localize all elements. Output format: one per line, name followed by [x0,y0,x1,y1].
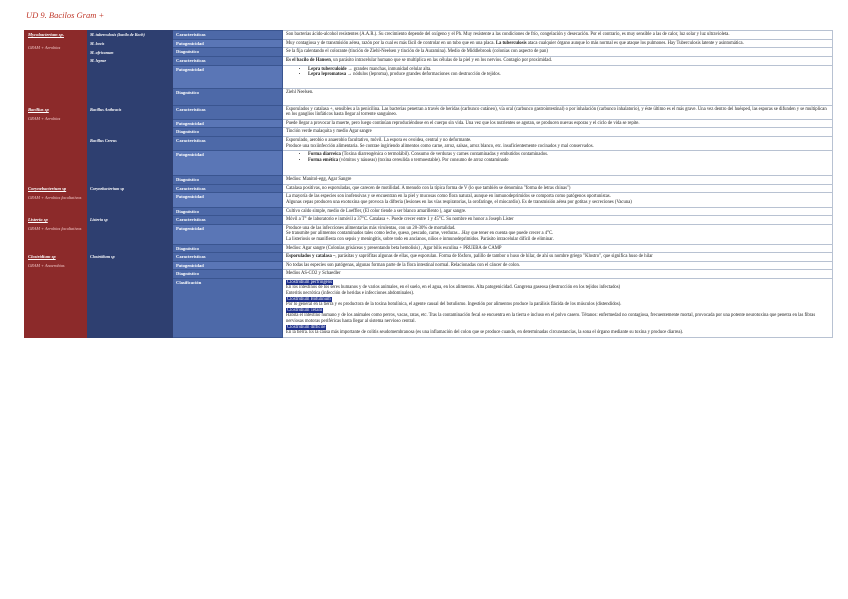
text-fragment: Esporulados y catalasa – [286,254,336,260]
description-cell [283,278,833,337]
row-label: Características [173,253,283,262]
genus-name: Bacillus sp [28,106,49,112]
genus-cell-bacillus [25,105,87,184]
species-tag: Clostridium perfringens [287,279,332,285]
row-label: Patogenicidad [173,119,283,128]
text-line: La mayoría de las especies son inofensivas y se encuentran en la piel y mucosas como flora natural, aunque en inmunodeprimidos se comporta como patógenos oportunistas. [286,194,611,200]
list-item [308,158,829,164]
text-fragment: Forma emética [308,157,339,163]
description-cell: Medios: Manitol-egg, Agar Sangre [283,176,833,185]
text-fragment: Lepra lepromatosa [308,72,347,78]
row-label: Diagnóstico [173,207,283,216]
table-row [25,216,833,225]
species-name: Bacillus Anthracis [90,106,122,112]
species-name: Corynebacterium sp [90,185,125,191]
description-cell [283,224,833,244]
description-cell [283,136,833,150]
text-line: En los intestinos de los seres humanos y de varios animales, en el suelo, en el agua, en los alimentos. Alta patogenicidad. Gangrena gaseosa (destrucción en los tejidos infectados) [286,285,621,291]
description-cell: Cultivo caldo simple, medio de Loeffler, (El color tiende a ser blanco amarillento ), agar sangre. [283,207,833,216]
description-cell [283,193,833,207]
genus-name: Listeria sp [28,217,48,223]
row-label: Características [173,136,283,150]
page-header: UD 9. Bacilos Gram + [26,10,105,20]
text-fragment: (Toxina diarreogénica o termolábil). Consumo de verduras y carnes contaminadas y embutidos contaminados. [340,152,549,158]
row-label: Diagnóstico [173,128,283,137]
description-cell: Catalasa positivas, no esporuladas, que carecen de motilidad. A menudo con la típica forma de V (lo que también se denomina "forma de letras chinas") [283,184,833,193]
description-cell: Son bacterias ácido-alcohol resistentes (A.A.R.). Su crecimiento depende del oxígeno y el Ph. Muy resistente a las condiciones de frío, congelación y desecación. Por el contrario, es muy sensible a las de calor, luz solar y luz ultravioleta. [283,31,833,40]
species-tag: Clostridium difficile [287,324,326,330]
description-cell [283,151,833,176]
text-fragment: , parásitas y saprófitas algunas de ellas, que esporulan. Forma de fósforo, palillo de tambor o huso de hilar, de ahí su nombre griego "Klostro", que significa huso de hilar [335,254,653,260]
row-label: Características [173,31,283,40]
row-label: Patogenicidad [173,39,283,48]
description-cell: Móvil a T° de laboratorio e inmóvil a 37°C. Catalasa +. Puede crecer entre 1 y 45°C. Su nombre en honor a Joseph Lister [283,216,833,225]
text-fragment: La tuberculosis [495,40,527,46]
text-line: La listeriosis se manifiesta con sepsis y meningitis, sobre todo en ancianos, niños e inmunodeprimidos. Parásito intracelular difícil de eliminar. [286,236,554,242]
text-fragment: , un parásito intracelular humano que se multiplica en las células de la piel y en los nervios. Contagio por proximidad. [330,58,552,63]
row-label: Características [173,216,283,225]
table-row [25,105,833,119]
description-cell: Ziehl Neelsen. [283,88,833,105]
description-cell [283,39,833,48]
species-cell-leprae [87,57,173,106]
table-row [25,31,833,40]
text-fragment: → grandes manchas, inmunidad celular alta. [346,66,432,72]
table-row [25,57,833,66]
list-item [308,72,829,78]
row-label: Patogenicidad [173,65,283,88]
description-cell: Medios AS-CO2 y Schaedler [283,270,833,279]
table-row [25,136,833,150]
row-label: Patogenicidad [173,224,283,244]
gram-type: GRAM + Anaerobias [28,263,65,269]
row-label: Características [173,105,283,119]
genus-name: Mycobacterium sp. [28,32,64,37]
species-tag: Clostridium Tetani [287,307,323,313]
text-line: Produce una de las infecciones alimentarias más virulentas, con un 20-30% de mortalidad. [286,225,456,231]
species-name: M. bovis [90,41,105,46]
text-line: Por lo general en la tierra y es productora de la toxina botulínica, el agente causal del botulismo. Ingestión por alimentos produce la parálisis flácida de los músculos (distendidos). [286,302,622,308]
row-label: Diagnóstico [173,88,283,105]
description-cell: No todas las especies son patógenas, algunas forman parte de la flora intestinal normal. Relacionadas con el cáncer de colon. [283,261,833,270]
text-line: Esporulado, aerobio o anaerobio facultativo, móvil. La espora es ovoidea, central y no deformante. [286,137,472,143]
row-label: Diagnóstico [173,176,283,185]
description-cell: Esporulados y catalasa +, sensibles a la penicilina. Las bacterias penetran a través de heridas (carbunco cutáneo), vía oral (carbunco gastrointestinal) o por inhalación (carbunco inhalatorio), y éste último es el más grave. Una vez dentro del huésped, las esporas se difunden y se multiplican en los ganglios linfáticos hasta llegar al torrente sanguíneo. [283,105,833,119]
description-cell: Puede llegar a provocar la muerte, pero luego continúan reproduciéndose en el cuerpo sin vida. Una vez que los nutrientes se agotan, se producen nuevas esporas y el ciclo de vida se repite. [283,119,833,128]
text-fragment: (vómitos y náuseas) (toxina cereulida o termoestable). Por consumo de arroz contaminado [338,157,509,163]
row-label: Patogenicidad [173,151,283,176]
species-cell-clostridium [87,253,173,338]
bacilos-table [24,30,833,338]
text-line: Se transmite por alimentos contaminados tales como leche, queso, pescado, carne, verduras…Hay que tener en cuenta que puede crecer a 4°C. [286,231,554,237]
text-fragment: Muy contagiosa y de transmisión aérea, razón por la cual es más fácil de controlar en un tubo que en una placa. [286,40,496,46]
row-label: Clasificación [173,278,283,337]
text-fragment: Forma diarreica [308,152,341,158]
species-name: M. africanum [90,50,114,55]
text-line: Habita el intestino humano y de los animales como perros, vacas, ratas, etc. Tras la contaminación fecal se encuentra en la tierra e incluso en el polvo casero. Tétanos: enfermedad no contagiosa, frecuentemente mortal, provocada por una potente neurotoxina que penetra en las fibras nerviosas motoras periféricas hasta llegar al sistema nervioso central. [286,313,816,325]
genus-name: Corynebacterium sp [28,185,67,191]
table-row [25,184,833,193]
genus-cell-mycobacterium [25,31,87,106]
text-fragment: → nódulos (leproma), produce grandes deformaciones con destrucción de tejidos. [346,72,501,78]
description-cell [283,65,833,88]
gram-type: GRAM + Aerobias [28,45,61,50]
text-line: En la tierra. Es la causa más importante de colitis seudomembranosa (es una inflamación del colon que se produce cuando, en determinadas circunstancias, la sona el órgano mediante su toxina y produce diarrea). [286,330,684,336]
row-label: Patogenicidad [173,261,283,270]
species-cell-cereus [87,136,173,184]
description-cell: Medios: Agar sangre (Colonias grisáceas y presentando beta hemolisis) , Agar bilis esculina + PRUEBA de CAMP [283,244,833,253]
gram-type: GRAM + Aerobias [28,115,61,121]
table-row [25,253,833,262]
text-line: Produce una toxiinfección alimentaria. Se contrae ingiriendo alimentos como carne, arroz, salsas, arroz blanco, etc. insuficientemente cocinados y mal conservados. [286,143,594,149]
species-name: Clostridium sp [90,254,115,260]
species-cell-anthracis [87,105,173,136]
gram-type: GRAM + Aerobias facultativas [28,194,82,200]
species-name: M. tuberculosis (bacilo de Koch) [90,32,145,37]
row-label: Diagnóstico [173,48,283,57]
row-label: Patogenicidad [173,193,283,207]
row-label: Diagnóstico [173,244,283,253]
text-fragment: ataca cualquier órgano aunque lo más normal es que ataque los pulmones. Hay Tuberculosis latente y asintomática. [526,40,744,46]
species-name: Bacillus Cereus [90,137,117,143]
genus-name: Clostridium sp [28,254,56,260]
text-fragment: Es el bacilo de Hansen [286,58,331,63]
description-cell: Tinción verde malaquita y medio Agar sangre [283,128,833,137]
row-label: Características [173,184,283,193]
gram-type: GRAM + Aerobias facultativas [28,226,82,232]
genus-cell-clostridium [25,253,87,338]
species-name: M. leprae [90,58,107,63]
description-cell [283,57,833,66]
row-label: Características [173,57,283,66]
row-label: Diagnóstico [173,270,283,279]
description-cell: Se la fija calentando el colorante (tinción de Ziehl-Neelsen y tinción de la Auramina). Medio de Middlebrook (colonias con aspecto de pan) [283,48,833,57]
text-line: Enteritis necrótica (infección de heridas e infecciones abdominales). [286,291,415,297]
genus-cell-listeria [25,216,87,253]
species-name: Listeria sp [90,217,108,223]
species-tag: Clostridium Botulinum [287,296,331,302]
text-line: Algunas cepas producen una exotoxina que provoca la difteria (lesiones en las vías respiratorias, la orofaringe, el miocardio). Es de transmisión aérea por gotitas y secreciones (Vacuna) [286,199,632,205]
species-cell-tuberculosis [87,31,173,57]
description-cell [283,253,833,262]
species-cell-listeria [87,216,173,253]
genus-cell-corynebacterium [25,184,87,215]
species-cell-corynebacterium [87,184,173,215]
text-fragment: Lepra tuberculoide [308,66,347,72]
